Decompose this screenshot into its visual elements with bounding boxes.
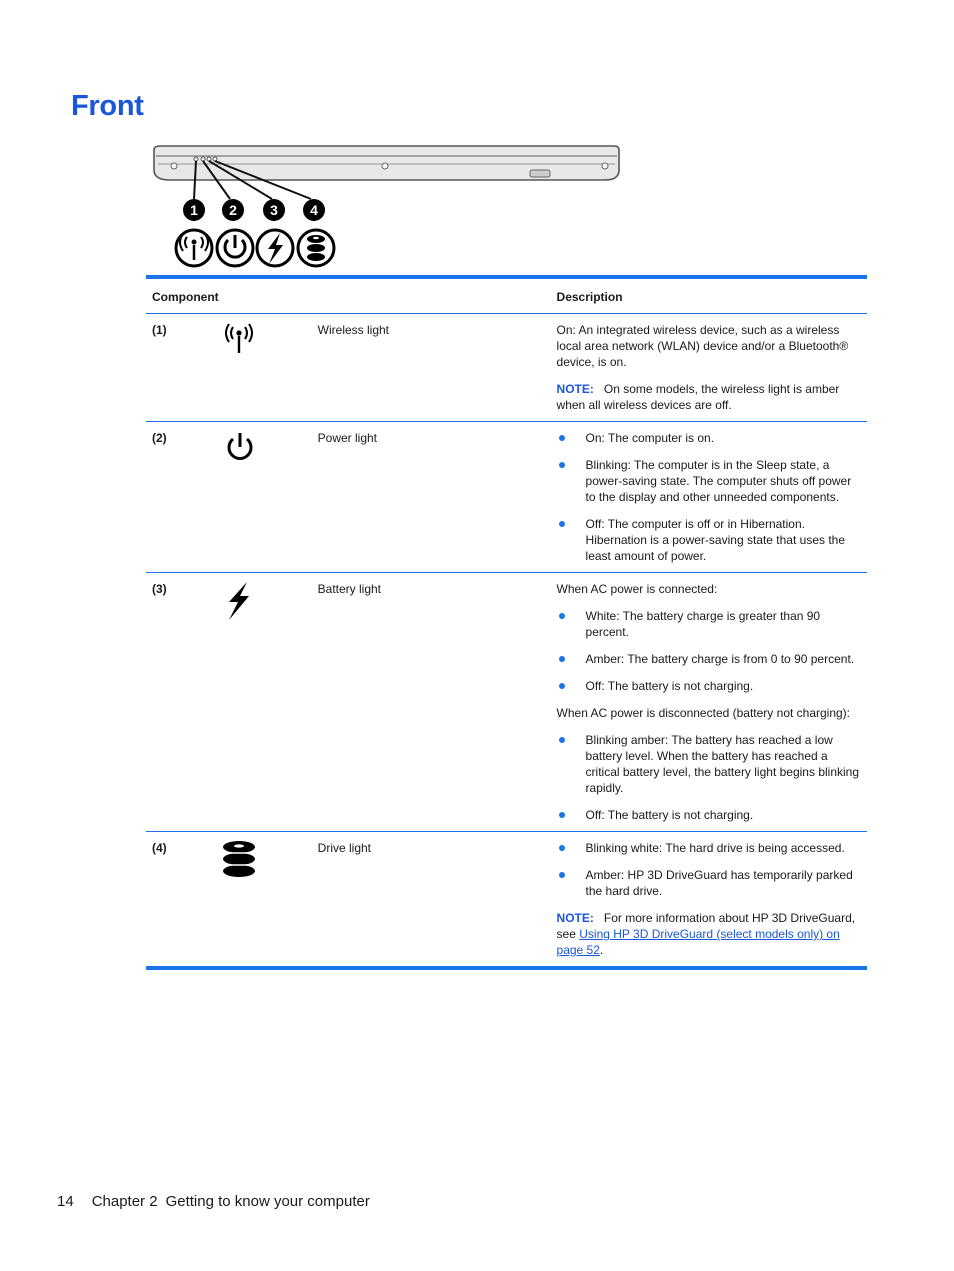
svg-text:2: 2	[229, 202, 237, 218]
bullet-list	[557, 732, 861, 823]
drive-icon	[219, 840, 269, 880]
table-row	[146, 314, 867, 422]
list-item: Blinking: The computer is in the Sleep state, a power-saving state. The computer shuts off power to the display and other unneeded components.	[557, 457, 861, 505]
power-icon	[219, 430, 269, 464]
page-footer	[57, 1193, 388, 1210]
row-number: (3)	[152, 582, 167, 596]
svg-text:3: 3	[270, 202, 278, 218]
bullet-list	[557, 430, 861, 564]
row-number: (2)	[152, 431, 167, 445]
list-item: Amber: HP 3D DriveGuard has temporarily parked the hard drive.	[557, 867, 861, 899]
description-text: When AC power is connected:	[556, 582, 718, 596]
list-item: Off: The battery is not charging.	[557, 678, 861, 694]
component-table	[146, 275, 867, 970]
list-item: White: The battery charge is greater than 90 percent.	[557, 608, 861, 640]
table-header-row	[146, 277, 867, 314]
callout-2	[222, 199, 244, 221]
chapter-title: Getting to know your computer	[165, 1193, 370, 1210]
wireless-icon	[219, 322, 269, 356]
description-text: On: An integrated wireless device, such as a wireless local area network (WLAN) device and/or a Bluetooth® device, is on.	[556, 323, 849, 369]
note	[557, 910, 861, 958]
battery-icon	[219, 581, 269, 621]
note-text: For more information about HP 3D DriveGuard, see	[556, 911, 856, 941]
svg-text:1: 1	[190, 202, 198, 218]
note-end: .	[599, 943, 604, 957]
row-number: (4)	[152, 841, 167, 855]
table-row	[146, 832, 867, 969]
drive-icon	[298, 230, 334, 266]
svg-text:4: 4	[310, 202, 318, 218]
table-row	[146, 422, 867, 573]
page-number: 14	[57, 1193, 74, 1210]
list-item: Blinking white: The hard drive is being accessed.	[557, 840, 861, 856]
power-icon	[217, 230, 253, 266]
callout-1	[183, 199, 205, 221]
front-view-illustration	[150, 142, 625, 272]
note-label: NOTE:	[556, 382, 594, 396]
bullet-list	[557, 608, 861, 694]
note-text: On some models, the wireless light is amber when all wireless devices are off.	[556, 382, 840, 412]
row-name: Wireless light	[317, 323, 390, 337]
battery-icon	[257, 230, 293, 266]
callout-4	[303, 199, 325, 221]
laptop-front-edge	[154, 146, 619, 180]
callout-3	[263, 199, 285, 221]
bullet-list	[557, 840, 861, 899]
description-text: When AC power is disconnected (battery not charging):	[556, 706, 851, 720]
row-name: Drive light	[317, 841, 372, 855]
note-label: NOTE:	[556, 911, 594, 925]
chapter-label: Chapter 2	[91, 1193, 158, 1210]
list-item: On: The computer is on.	[557, 430, 861, 446]
list-item: Off: The computer is off or in Hibernation. Hibernation is a power-saving state that uses the least amount of power.	[557, 516, 861, 564]
driveguard-link[interactable]: Using HP 3D DriveGuard (select models only) on page 52	[556, 927, 840, 957]
list-item: Amber: The battery charge is from 0 to 90 percent.	[557, 651, 861, 667]
note	[557, 381, 861, 413]
header-component: Component	[152, 290, 219, 304]
wireless-icon	[176, 230, 212, 266]
row-number: (1)	[152, 323, 167, 337]
page-title: Front	[71, 90, 144, 122]
table-row	[146, 573, 867, 832]
row-name: Battery light	[317, 582, 382, 596]
list-item: Off: The battery is not charging.	[557, 807, 861, 823]
list-item: Blinking amber: The battery has reached a low battery level. When the battery has reached a critical battery level, the battery light begins blinking rapidly.	[557, 732, 861, 796]
row-name: Power light	[317, 431, 378, 445]
header-description: Description	[556, 290, 623, 304]
